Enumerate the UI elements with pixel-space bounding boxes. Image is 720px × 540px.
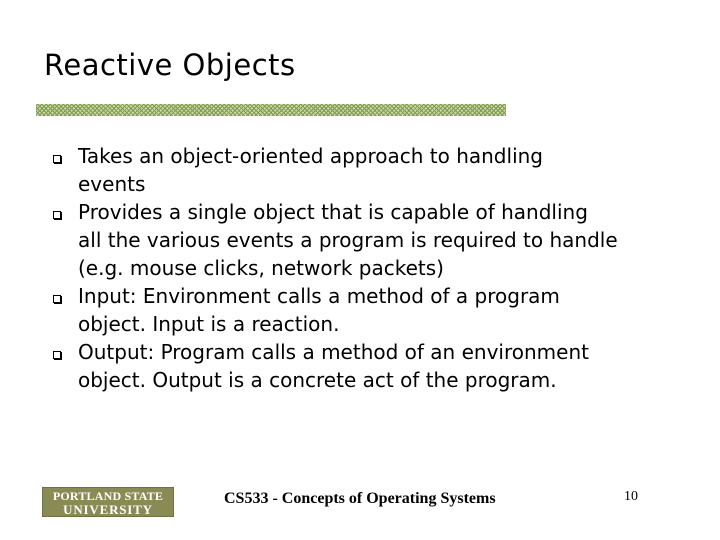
title-underline-rule — [36, 104, 506, 116]
bullet-text-line: Input: Environment calls a method of a program — [78, 284, 560, 308]
bullet-item-3 — [53, 282, 673, 338]
bullet-item-1 — [53, 142, 673, 198]
logo-line-2: UNIVERSITY — [63, 502, 153, 517]
page-number: 10 — [624, 489, 638, 504]
square-bullet-icon — [53, 295, 61, 303]
slide-title: Reactive Objects — [44, 48, 296, 82]
bullet-list — [53, 142, 673, 394]
course-footer: CS533 - Concepts of Operating Systems — [224, 490, 496, 507]
bullet-text-line: events — [78, 172, 146, 196]
bullet-text-line: (e.g. mouse clicks, network packets) — [78, 256, 444, 280]
square-bullet-icon — [53, 155, 61, 163]
logo-line-1: PORTLAND STATE — [52, 489, 164, 503]
bullet-item-4 — [53, 338, 673, 394]
university-logo — [42, 487, 174, 517]
bullet-text-line: object. Output is a concrete act of the program. — [78, 368, 557, 392]
square-bullet-icon — [53, 351, 61, 359]
bullet-text-line: all the various events a program is required to handle — [78, 228, 618, 252]
bullet-text-line: Provides a single object that is capable of handling — [78, 200, 588, 224]
square-bullet-icon — [53, 211, 61, 219]
bullet-text-line: Takes an object-oriented approach to handling — [78, 144, 543, 168]
bullet-text-line: object. Input is a reaction. — [78, 312, 340, 336]
bullet-text-line: Output: Program calls a method of an environment — [78, 340, 589, 364]
bullet-item-2 — [53, 198, 673, 282]
